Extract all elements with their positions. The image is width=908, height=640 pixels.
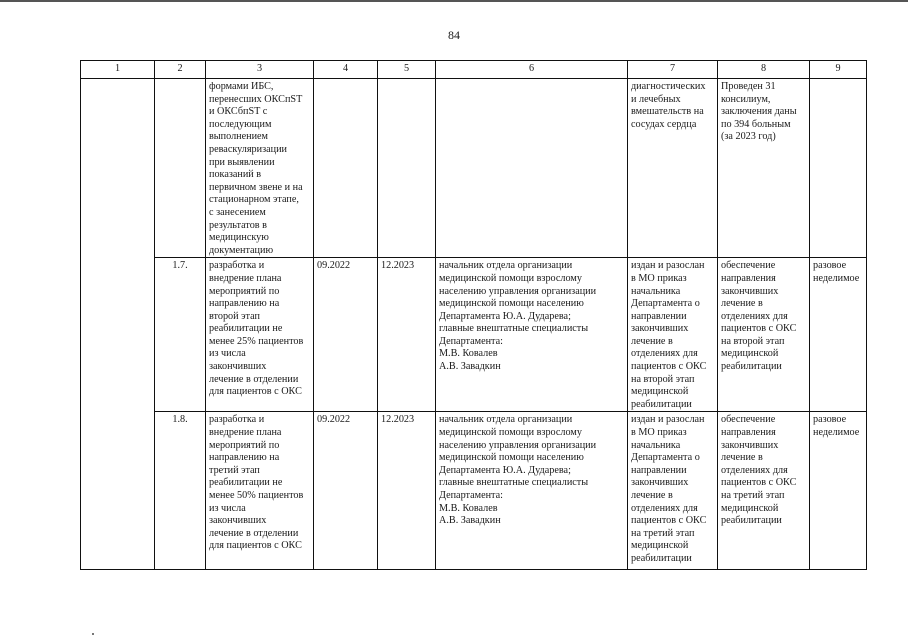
scan-speck xyxy=(92,633,94,635)
header-cell: 6 xyxy=(436,61,628,79)
indicator-cell: Проведен 31 консилиум, заключения даны по 394 больным (за 2023 год) xyxy=(718,79,810,258)
result-cell: издан и разослан в МО приказ начальника Департамента о направлении закончивших лечение в отделениях для пациентов с ОКС на второй этап медицинской реабилитации xyxy=(628,258,718,412)
end-date-cell: 12.2023 xyxy=(378,412,436,570)
responsible-cell: начальник отдела организации медицинской помощи взрослому населению управления организации медицинской помощи населению Департамента Ю.А. Дударева; главные внештатные специалисты Департамента: М.В. Ковалев А.В. Завадкин xyxy=(436,258,628,412)
section-cell xyxy=(81,79,155,570)
type-cell: разовое неделимое xyxy=(810,412,867,570)
header-cell: 3 xyxy=(206,61,314,79)
type-cell: разовое неделимое xyxy=(810,258,867,412)
plan-table xyxy=(80,60,867,570)
type-cell xyxy=(810,79,867,258)
end-date-cell xyxy=(378,79,436,258)
activity-cell: разработка и внедрение плана мероприятий по направлению на второй этап реабилитации не менее 25% пациентов из числа закончивших лечение в отделении для пациентов с ОКС xyxy=(206,258,314,412)
table-row xyxy=(81,258,867,412)
header-cell: 7 xyxy=(628,61,718,79)
header-row xyxy=(81,61,867,79)
result-cell: издан и разослан в МО приказ начальника Департамента о направлении закончивших лечение в отделениях для пациентов с ОКС на третий этап медицинской реабилитации xyxy=(628,412,718,570)
header-cell: 9 xyxy=(810,61,867,79)
end-date-cell: 12.2023 xyxy=(378,258,436,412)
start-date-cell: 09.2022 xyxy=(314,412,378,570)
responsible-cell xyxy=(436,79,628,258)
page-number: 84 xyxy=(448,28,460,42)
item-number: 1.8. xyxy=(155,412,206,570)
header-cell: 8 xyxy=(718,61,810,79)
start-date-cell: 09.2022 xyxy=(314,258,378,412)
responsible-cell: начальник отдела организации медицинской помощи взрослому населению управления организации медицинской помощи населению Департамента Ю.А. Дударева; главные внештатные специалисты Департамента: М.В. Ковалев А.В. Завадкин xyxy=(436,412,628,570)
start-date-cell xyxy=(314,79,378,258)
table-row xyxy=(81,79,867,258)
header-cell: 4 xyxy=(314,61,378,79)
header-cell: 5 xyxy=(378,61,436,79)
top-border-line xyxy=(0,0,908,2)
indicator-cell: обеспечение направления закончивших лечение в отделениях для пациентов с ОКС на третий этап медицинской реабилитации xyxy=(718,412,810,570)
item-number xyxy=(155,79,206,258)
indicator-cell: обеспечение направления закончивших лечение в отделениях для пациентов с ОКС на второй этап медицинской реабилитации xyxy=(718,258,810,412)
activity-cell: формами ИБС, перенесших ОКСпST и ОКСбпST с последующим выполнением реваскуляризации при выявлении показаний в первичном звене и на стационарном этапе, с занесением результатов в медицинскую документацию xyxy=(206,79,314,258)
item-number: 1.7. xyxy=(155,258,206,412)
table-row xyxy=(81,412,867,570)
header-cell: 1 xyxy=(81,61,155,79)
activity-cell: разработка и внедрение плана мероприятий по направлению на третий этап реабилитации не менее 50% пациентов из числа закончивших лечение в отделении для пациентов с ОКС xyxy=(206,412,314,570)
header-cell: 2 xyxy=(155,61,206,79)
result-cell: диагностических и лечебных вмешательств на сосудах сердца xyxy=(628,79,718,258)
